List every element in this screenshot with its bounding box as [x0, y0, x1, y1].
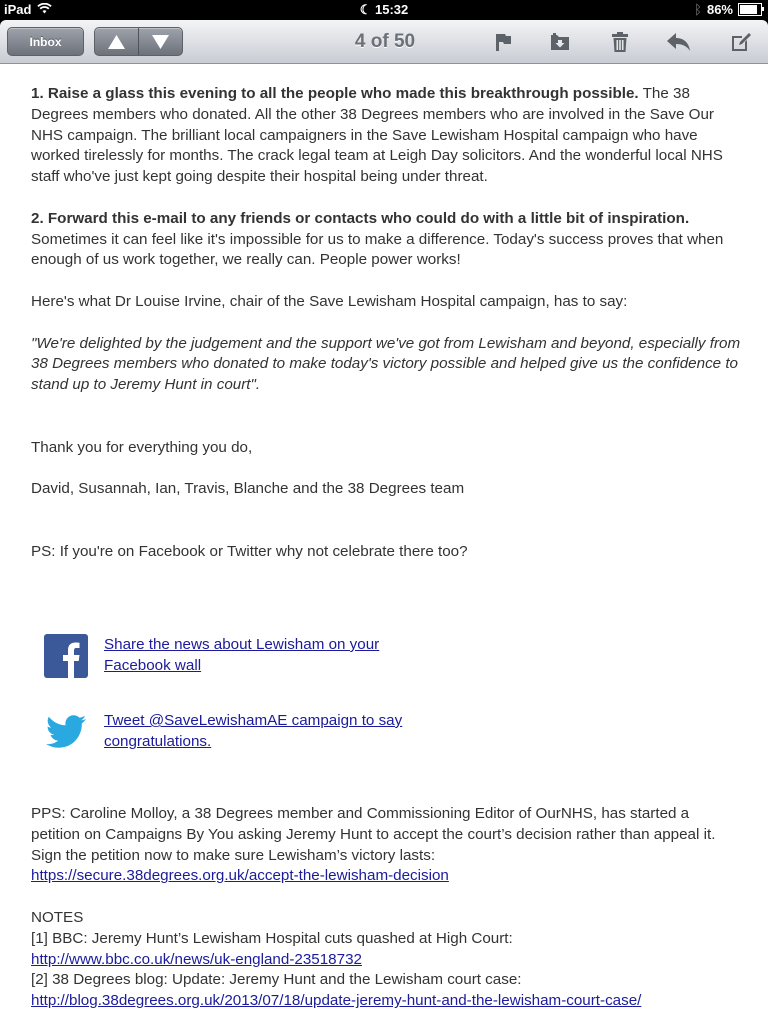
note-2-link[interactable]: http://blog.38degrees.org.uk/2013/07/18/update-jeremy-hunt-and-the-lewisham-court-case/ [31, 992, 642, 1010]
bluetooth-icon: ᛒ [694, 2, 702, 17]
message-nav [94, 27, 183, 56]
paragraph-forward [31, 209, 741, 271]
signoff-line: David, Susannah, Ian, Travis, Blanche and the 38 Degrees team [31, 480, 465, 498]
delete-button[interactable] [607, 30, 633, 54]
email-body [31, 84, 741, 583]
moon-icon: ☾ [359, 2, 372, 17]
note-1-link[interactable]: http://www.bbc.co.uk/news/uk-england-23518732 [31, 950, 362, 968]
facebook-share-link[interactable]: Share the news about Lewisham on your Facebook wall [104, 636, 380, 674]
arrow-down-icon [152, 35, 169, 49]
compose-button[interactable] [728, 30, 754, 54]
trash-icon [610, 31, 630, 53]
move-button[interactable] [547, 30, 573, 54]
battery-icon [738, 3, 762, 16]
battery-percent: 86% [706, 2, 733, 17]
pps-paragraph [31, 804, 741, 887]
twitter-share-link[interactable]: Tweet @SaveLewishamAE campaign to say congratulations. [104, 712, 403, 750]
paragraph-forward-text: Sometimes it can feel like it's impossible for us to make a difference. Today's success proves that when enough of us work together, we really can. People power works! [31, 230, 724, 269]
paragraph-raise-glass-text: The 38 Degrees members who donated. All the other 38 Degrees members who are involved in the Save Our NHS campaign. The brilliant local campaigners in the Save Lewisham Hospital campaign who have worked tirelessly for months. The crack legal team at Leigh Day solicitors. And the wonderful local NHS staff who've just kept going despite their hospital being under threat. [31, 85, 723, 186]
next-message-button[interactable] [138, 28, 182, 55]
move-folder-icon [549, 31, 571, 53]
note-2: [2] 38 Degrees blog: Update: Jeremy Hunt and the Lewisham court case: [31, 971, 522, 989]
notes-heading: NOTES [31, 908, 84, 926]
email-footer [31, 804, 741, 1012]
inbox-button[interactable]: Inbox [7, 27, 84, 56]
message-counter: 4 of 50 [354, 31, 416, 52]
compose-icon [730, 31, 752, 53]
device-label: iPad [4, 2, 32, 17]
pps-text: PPS: Caroline Molloy, a 38 Degrees member and Commissioning Editor of OurNHS, has started a petition on Campaigns By You asking Jeremy Hunt to accept the court’s decision rather than appeal it. Sign the petition now to make sure Lewisham’s victory lasts: [31, 805, 716, 864]
status-bar [0, 0, 768, 20]
email-content [0, 64, 768, 1024]
notes-section [31, 908, 741, 1012]
paragraph-intro-quote: Here's what Dr Louise Irvine, chair of the Save Lewisham Hospital campaign, has to say: [31, 292, 628, 310]
paragraph-raise-glass-heading: 1. Raise a glass this evening to all the people who made this breakthrough possible. [31, 85, 639, 102]
mail-toolbar [0, 20, 768, 64]
battery-fill [740, 5, 757, 14]
arrow-up-icon [108, 35, 125, 49]
facebook-icon [44, 634, 88, 678]
thanks-line: Thank you for everything you do, [31, 438, 253, 456]
flag-icon [493, 31, 513, 53]
previous-message-button[interactable] [95, 28, 138, 55]
note-1: [1] BBC: Jeremy Hunt’s Lewisham Hospital cuts quashed at High Court: [31, 929, 513, 947]
flag-button[interactable] [490, 30, 516, 54]
petition-link[interactable]: https://secure.38degrees.org.uk/accept-the-lewisham-decision [31, 867, 449, 885]
twitter-icon [44, 710, 88, 754]
clock: 15:32 [375, 2, 409, 17]
reply-icon [666, 31, 692, 53]
reply-button[interactable] [666, 30, 692, 54]
paragraph-forward-heading: 2. Forward this e-mail to any friends or contacts who could do with a little bit of inspiration. [31, 209, 690, 227]
paragraph-raise-glass [31, 84, 741, 188]
ps-line: PS: If you're on Facebook or Twitter why not celebrate there too? [31, 542, 468, 560]
quote: "We're delighted by the judgement and the support we've got from Lewisham and beyond, especially from 38 Degrees members who donated to make today's victory possible and helped give us the confidence to stand up to Jeremy Hunt in court". [31, 334, 741, 394]
facebook-share [44, 634, 424, 678]
twitter-share [44, 710, 424, 754]
